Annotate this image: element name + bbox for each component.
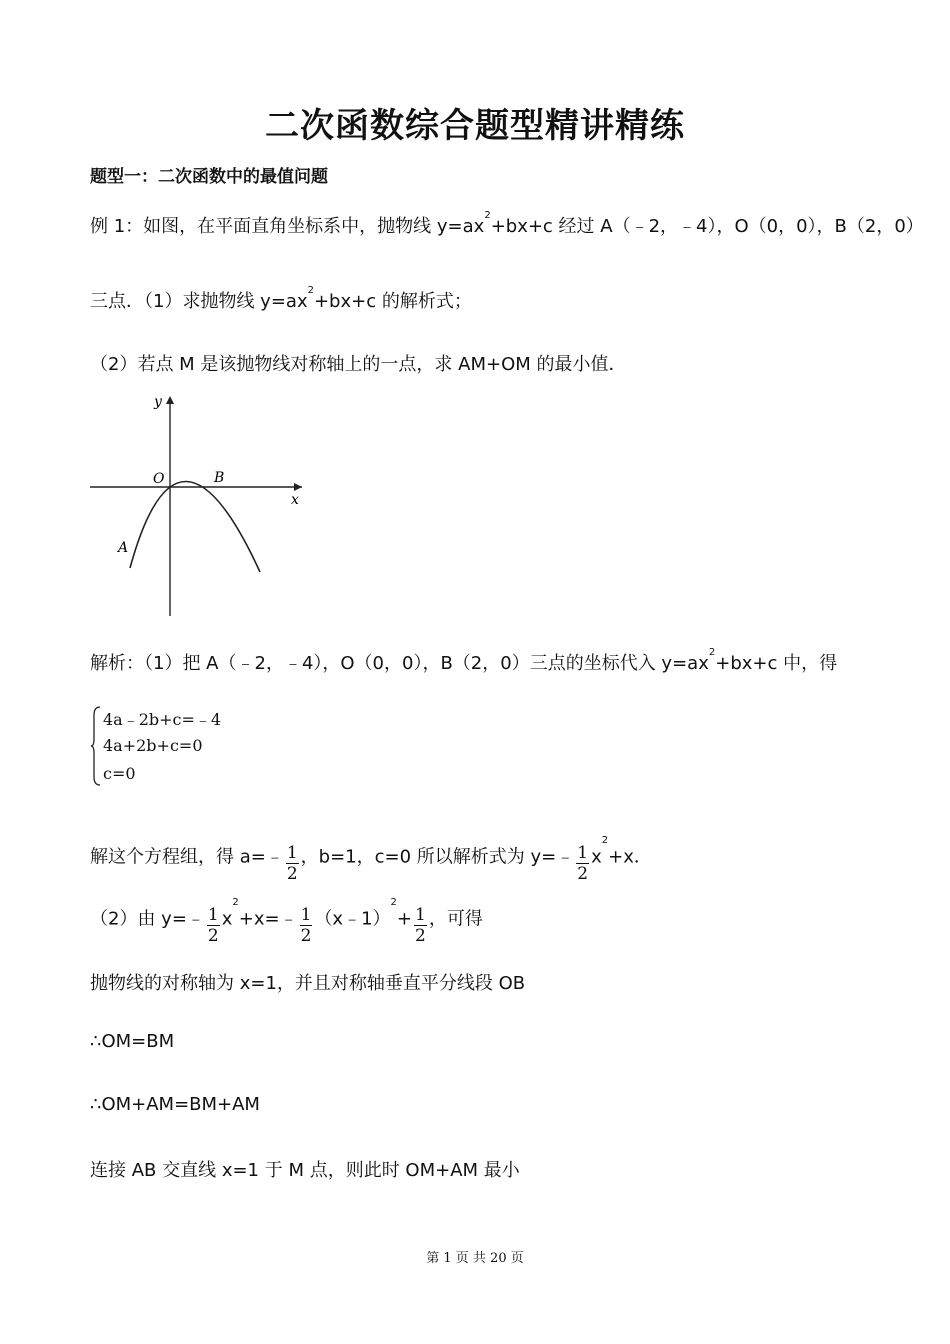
part2-text: x bbox=[221, 908, 233, 930]
x-axis-arrow-icon bbox=[294, 483, 302, 491]
solution-result-line bbox=[90, 835, 652, 884]
part2-text: ，可得 bbox=[428, 908, 483, 930]
parabola-curve bbox=[130, 481, 260, 572]
point-b-label: B bbox=[214, 470, 225, 486]
page-footer: 第 1 页 共 20 页 bbox=[426, 1251, 524, 1266]
equation-2: 4a+2b+c=0 bbox=[103, 736, 203, 755]
example-line-2-pre: 三点．（1）求抛物线 y=ax bbox=[90, 291, 308, 312]
solution-line-1-post: +bx+c 中，得 bbox=[715, 653, 838, 674]
result-text: ，b=1，c=0 所以解析式为 y=﹣ bbox=[300, 846, 575, 868]
step-connect-ab: 连接 AB 交直线 x=1 于 M 点，则此时 OM+AM 最小 bbox=[90, 1160, 520, 1181]
part2-text: +x=﹣ bbox=[238, 908, 298, 930]
part2-text: （2）由 y=﹣ bbox=[90, 908, 205, 930]
superscript: 2 bbox=[484, 210, 491, 221]
step-sum-equality: ∴OM+AM=BM+AM bbox=[90, 1094, 260, 1115]
example-line-1-post: +bx+c 经过 A（﹣2，﹣4），O（0，0），B（2，0） bbox=[490, 216, 924, 237]
superscript: 2 bbox=[390, 897, 397, 908]
equation-system bbox=[90, 705, 230, 787]
axis-of-symmetry-line: 抛物线的对称轴为 x=1，并且对称轴垂直平分线段 OB bbox=[90, 973, 526, 994]
superscript: 2 bbox=[708, 647, 716, 658]
superscript: 2 bbox=[232, 897, 239, 908]
equation-3: c=0 bbox=[103, 764, 136, 783]
parabola-figure bbox=[88, 390, 318, 624]
fraction-one-half: $\frac{1}{2}$ bbox=[286, 843, 298, 884]
point-a-label: A bbox=[118, 540, 129, 556]
section-heading: 题型一：二次函数中的最值问题 bbox=[90, 167, 328, 187]
fraction-one-half: $\frac{1}{2}$ bbox=[577, 843, 589, 884]
solution-line-1 bbox=[90, 649, 837, 675]
y-axis-label: y bbox=[154, 394, 162, 410]
example-line-1-pre: 例 1：如图，在平面直角坐标系中，抛物线 y=ax bbox=[90, 216, 485, 237]
result-text: 解这个方程组，得 a=﹣ bbox=[90, 846, 284, 868]
superscript: 2 bbox=[307, 285, 314, 296]
y-axis-arrow-icon bbox=[166, 396, 174, 404]
example-line-2 bbox=[90, 287, 472, 313]
step-om-equals-bm: ∴OM=BM bbox=[90, 1031, 175, 1052]
point-o-label: O bbox=[153, 471, 165, 487]
x-axis-label: x bbox=[291, 492, 299, 508]
superscript: 2 bbox=[601, 835, 609, 846]
fraction-one-half: $\frac{1}{2}$ bbox=[300, 905, 312, 946]
result-text: +x． bbox=[608, 846, 652, 868]
result-text: x bbox=[591, 846, 602, 868]
left-brace-icon bbox=[90, 705, 102, 787]
fraction-one-half: $\frac{1}{2}$ bbox=[207, 905, 219, 946]
page-title: 二次函数综合题型精讲精练 bbox=[265, 106, 685, 146]
example-line-1 bbox=[90, 212, 924, 238]
solution-part2-line bbox=[90, 897, 483, 946]
example-line-3: （2）若点 M 是该抛物线对称轴上的一点，求 AM+OM 的最小值． bbox=[90, 354, 627, 375]
solution-line-1-pre: 解析：（1）把 A（﹣2，﹣4），O（0，0），B（2，0）三点的坐标代入 y=ax bbox=[90, 653, 709, 674]
fraction-one-half: $\frac{1}{2}$ bbox=[415, 905, 426, 946]
part2-text: + bbox=[396, 908, 413, 930]
example-line-2-post: +bx+c 的解析式； bbox=[313, 291, 472, 312]
part2-text: （x﹣1） bbox=[314, 908, 391, 930]
equation-1: 4a﹣2b+c=﹣4 bbox=[103, 710, 222, 729]
